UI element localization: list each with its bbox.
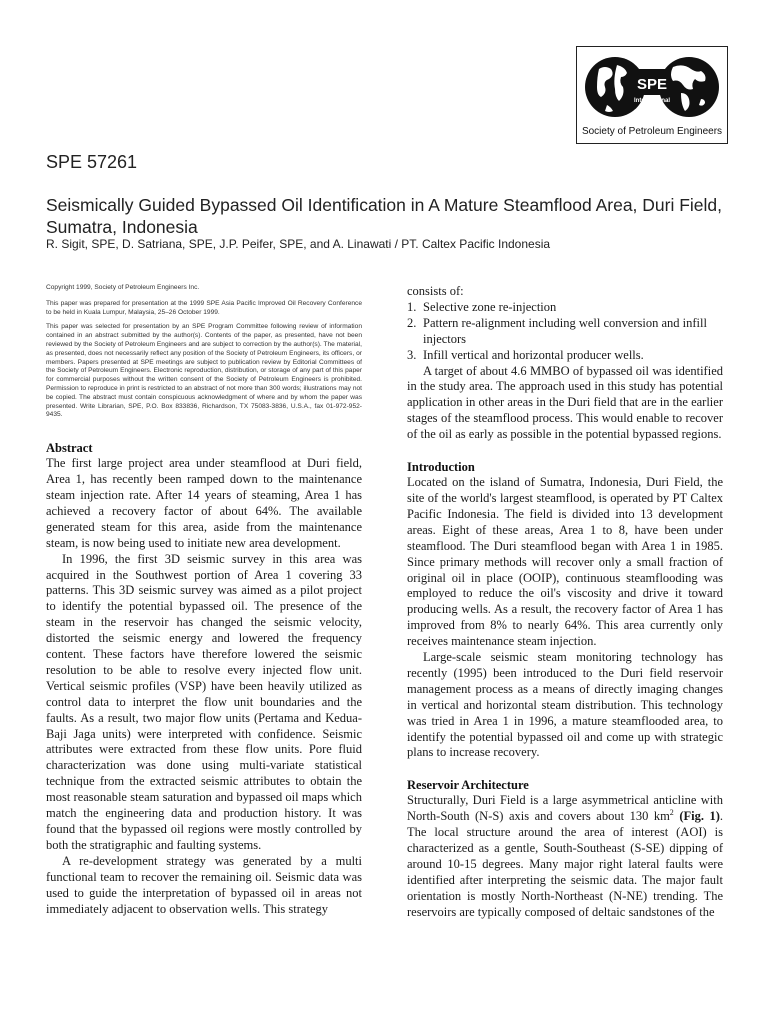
- strategy-lead: consists of:: [407, 284, 464, 298]
- authors-line: R. Sigit, SPE, D. Satriana, SPE, J.P. Peifer, SPE, and A. Linawati / PT. Caltex Pacific Indonesia: [46, 237, 551, 251]
- figure-reference: (Fig. 1): [679, 809, 720, 824]
- abstract-paragraph: A re-development strategy was generated by a multi functional team to recover the remaining oil. Seismic data was used to guide the interpretation of bypassed oil in areas not immediately adjacent to observation wells. This strategy: [46, 853, 362, 916]
- svg-text:International: International: [633, 98, 671, 104]
- selection-notice: This paper was selected for presentation by an SPE Program Committee following review of information contained in an abstract submitted by the author(s). Contents of the paper, as presented, have not been reviewed by the Society of Petroleum Engineers and are subject to correction by the author(s). The material, as presented, does not necessarily reflect any position of the Society of Petroleum Engineers, its officers, or members. Papers presented at SPE meetings are subject to publication review by Editorial Committees of the Society of Petroleum Engineers. Electronic reproduction, distribution, or storage of any part of this paper for commercial purposes without the written consent of the Society of Petroleum Engineers is prohibited. Permission to reproduce in print is restricted to an abstract of not more than 300 words; illustrations may not be copied. The abstract must contain conspicuous acknowledgment of where and by whom the paper was presented. Write Librarian, SPE, P.O. Box 833836, Richardson, TX 75083-3836, U.S.A., fax 01-972-952-9435.: [46, 323, 362, 419]
- abstract-heading: Abstract: [46, 441, 93, 456]
- reservoir-paragraph: Structurally, Duri Field is a large asymmetrical anticline with North-South (N-S) axis and covers about 130 $km^2$ (Fig. 1). The local structure around the area of interest (AOI) is characterized as a gentle, South-Southeast (S-SE) dipping of around 10-15 degrees. Many major right lateral faults were identified after interpreting the seismic data. The major fault orientation is mostly North-Northeast (N-NE) trending. The reservoirs are typically composed of deltaic sandstones of the: [407, 793, 723, 919]
- left-column: [46, 284, 362, 917]
- paper-number: SPE 57261: [46, 152, 138, 172]
- list-item: 2. Pattern re-alignment including well conversion and infill injectors: [407, 315, 707, 346]
- target-paragraph: A target of about 4.6 MMBO of bypassed oil was identified in the study area. The approach used in this study has potential application in other areas in the Duri field that are in the earlier stages of the steamflood process. This would enable to recover of the oil as early as possible in the potential bypassed regions.: [407, 363, 723, 442]
- right-column: [407, 284, 723, 921]
- list-item: 3. Infill vertical and horizontal producer wells.: [407, 347, 644, 362]
- list-item: 1. Selective zone re-injection: [407, 299, 557, 314]
- introduction-paragraph: Located on the island of Sumatra, Indonesia, Duri Field, the site of the world's largest steamflood, is operated by PT Caltex Pacific Indonesia. The field is divided into 13 development areas. Eight of these areas, Area 1 to 8, have been under steamflood. The Duri steamflood began with Area 1 in 1985. Since primary methods will recover only a small fraction of original oil in place (OOIP), continuous steamflooding was employed to reduce the oil's viscosity and drive it toward producing wells. As a result, the recovery factor of Area 1 has improved from 8% to nearly 64%. This area currently only receives maintenance steam injection.: [407, 475, 723, 649]
- svg-text:SPE: SPE: [636, 76, 668, 93]
- spe-logo: [576, 46, 728, 144]
- strategy-list: [407, 300, 723, 364]
- abstract-paragraph: The first large project area under steamflood at Duri field, Area 1, has recently been ramped down to the maintenance steam injection rate. After 14 years of steaming, Area 1 has achieved a recovery factor of about 64%. The available generated steam for this area, aside from the maintenance steam, is now being used to initiate new area development.: [46, 456, 362, 550]
- logo-caption: Society of Petroleum Engineers: [581, 126, 723, 137]
- presentation-notice: This paper was prepared for presentation at the 1999 SPE Asia Pacific Improved Oil Recovery Conference to be held in Kuala Lumpur, Malaysia, 25–26 October 1999.: [46, 299, 362, 316]
- copyright-notice: Copyright 1999, Society of Petroleum Engineers Inc.: [46, 284, 200, 291]
- reservoir-heading: Reservoir Architecture: [407, 778, 529, 793]
- introduction-paragraph: Large-scale seismic steam monitoring technology has recently (1995) been introduced to the Duri field reservoir management process as a means of directly imaging changes in vertical and horizontal steam distribution. This technology was tried in Area 1 in 1996, a mature steamflooded area, to identify the potential bypassed oil and come up with strategic plans to increase recovery.: [407, 650, 723, 760]
- abstract-paragraph: In 1996, the first 3D seismic survey in this area was acquired in the Southwest portion of Area 1 covering 33 patterns. This 3D seismic survey was aimed as a pilot project to identify the potential bypassed oil. The presence of the steam in the reservoir has changed the seismic velocity, distorted the seismic energy and lowered the frequency content. These factors have therefore lowered the seismic resolution to be able to resolve every injected flow unit. Vertical seismic profiles (VSP) have been heavily utilized as control data to interpret the flow unit boundaries and the faults. As a result, two major flow units (Pertama and Kedua-Baji Jaga units) were interpreted with confidence. Seismic attributes were extracted from these flow units. Pore fluid characterization was done using multi-variate statistical technique from the extracted seismic attributes to obtain the most reasonable steam saturation and bypassed oil maps which match the engineering data and production history. It was found that the bypassed oil regions were mostly controlled by both the stratigraphic and faulting systems.: [46, 551, 362, 852]
- paper-title: Seismically Guided Bypassed Oil Identification in A Mature Steamflood Area, Duri Field, Sumatra, Indonesia: [46, 195, 723, 237]
- introduction-heading: Introduction: [407, 460, 475, 475]
